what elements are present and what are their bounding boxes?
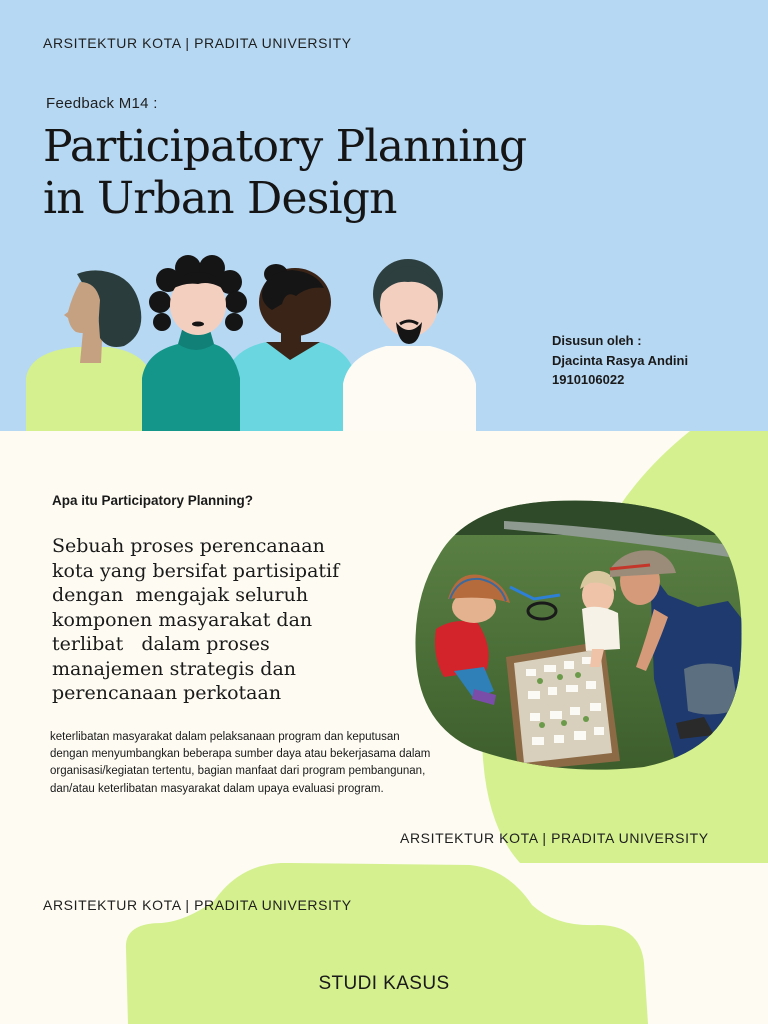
definition-line: terlibat dalam proses [52, 633, 270, 655]
title-line-1: Participatory Planning [43, 121, 527, 172]
person-2-icon [142, 255, 247, 431]
definition-line: komponen masyarakat dan [52, 608, 313, 631]
definition-text [52, 534, 412, 706]
definition-page [0, 431, 768, 863]
person-3-icon [226, 264, 356, 431]
institution-header: ARSITEKTUR KOTA | PRADITA UNIVERSITY [43, 35, 352, 51]
feedback-label: Feedback M14 : [46, 95, 158, 112]
definition-footer: ARSITEKTUR KOTA | PRADITA UNIVERSITY [400, 830, 709, 846]
author-block [552, 331, 688, 390]
lime-wavy-shape [0, 863, 768, 1024]
body-paragraph: keterlibatan masyarakat dalam pelaksanaan program dan keputusan dengan menyumbangkan beberapa sumber daya atau bekerjasama dalam organisasi/kegiatan tertentu, bagian manfaat dari program pembangunan, dan/atau keterlibatan masyarakat dalam upaya evaluasi program. [50, 731, 431, 795]
definition-line: Sebuah proses perencanaan [52, 535, 325, 557]
person-4-icon [343, 259, 476, 431]
title-line-2: in Urban Design [43, 173, 397, 224]
cover-page [0, 0, 768, 431]
question-heading: Apa itu Participatory Planning? [52, 493, 254, 508]
author-name: Djacinta Rasya Andini [552, 352, 689, 368]
author-label: Disusun oleh : [552, 333, 642, 348]
author-id: 1910106022 [552, 372, 625, 387]
definition-line: dengan mengajak seluruh [52, 584, 309, 606]
case-study-header: ARSITEKTUR KOTA | PRADITA UNIVERSITY [43, 897, 352, 913]
case-study-page [0, 863, 768, 1024]
community-model-photo [414, 499, 742, 771]
definition-line: kota yang bersifat partisipatif [52, 559, 340, 582]
definition-line: perencanaan perkotaan [52, 682, 282, 704]
person-1-icon [26, 270, 152, 431]
case-study-label: STUDI KASUS [318, 973, 450, 994]
definition-line: manajemen strategis dan [52, 657, 297, 680]
